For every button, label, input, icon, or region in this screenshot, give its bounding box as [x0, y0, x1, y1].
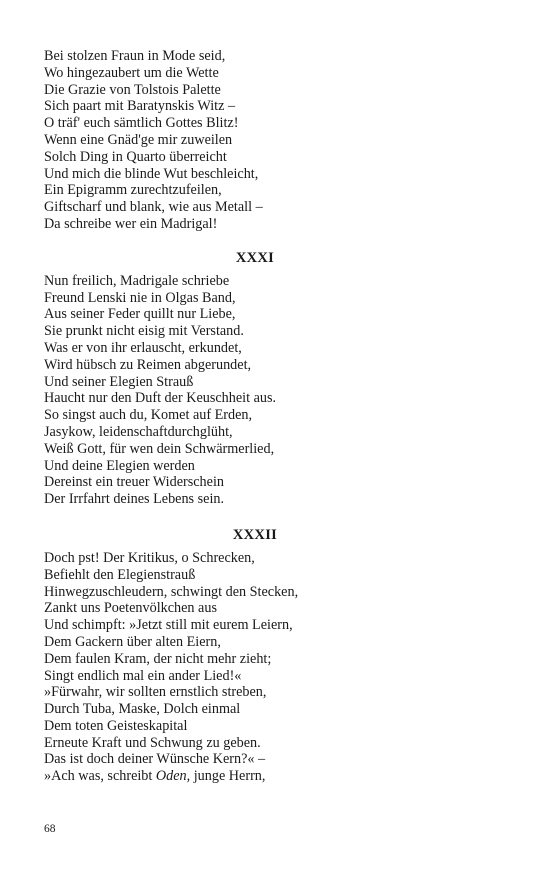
verse-line: Hinwegzuschleudern, schwingt den Stecken,: [44, 583, 299, 600]
verse-line: Dem toten Geisteskapital: [44, 717, 188, 734]
verse-line: Solch Ding in Quarto überreicht: [44, 148, 227, 165]
verse-line: Dem faulen Kram, der nicht mehr zieht;: [44, 650, 272, 667]
verse-line: Wird hübsch zu Reimen abgerundet,: [44, 356, 252, 373]
verse-line: Die Grazie von Tolstois Palette: [44, 81, 221, 98]
verse-text: junge Herrn,: [190, 768, 266, 785]
stanza-heading-xxxi: XXXI: [235, 249, 275, 266]
verse-line: Wo hingezaubert um die Wette: [44, 64, 219, 81]
verse-line: Und schimpft: »Jetzt still mit eurem Leiern,: [44, 617, 293, 634]
verse-line: Haucht nur den Duft der Keuschheit aus.: [44, 390, 277, 407]
verse-text-italic: Oden,: [155, 768, 191, 785]
verse-line: Dem Gackern über alten Eiern,: [44, 633, 221, 650]
stanza-xxxi: [44, 273, 474, 508]
verse-text: »Ach was, schreibt: [44, 768, 156, 785]
verse-line: Und mich die blinde Wut beschleicht,: [44, 165, 259, 182]
verse-line: Aus seiner Feder quillt nur Liebe,: [44, 306, 236, 323]
verse-line: Erneute Kraft und Schwung zu geben.: [44, 734, 261, 751]
page-number: 68: [44, 823, 56, 835]
verse-line: Singt endlich mal ein ander Lied!«: [44, 667, 242, 684]
verse-line: Giftscharf und blank, wie aus Metall –: [44, 199, 263, 216]
verse-line: Weiß Gott, für wen dein Schwärmerlied,: [44, 440, 275, 457]
verse-line: Da schreibe wer ein Madrigal!: [44, 215, 218, 232]
verse-line: Jasykow, leidenschaftdurchglüht,: [44, 423, 233, 440]
verse-line: Ein Epigramm zurechtzufeilen,: [44, 182, 222, 199]
verse-line-last: [44, 768, 474, 785]
verse-line: Freund Lenski nie in Olgas Band,: [44, 289, 236, 306]
verse-line: Und seiner Elegien Strauß: [44, 373, 194, 390]
stanza-heading-xxxii: XXXII: [232, 526, 278, 543]
verse-line: So singst auch du, Komet auf Erden,: [44, 407, 253, 424]
verse-line: Der Irrfahrt deines Lebens sein.: [44, 491, 225, 508]
verse-line: Sich paart mit Baratynskis Witz –: [44, 98, 236, 115]
verse-line: Doch pst! Der Kritikus, o Schrecken,: [44, 549, 255, 566]
verse-line: Was er von ihr erlauscht, erkundet,: [44, 339, 242, 356]
verse-line: Sie prunkt nicht eisig mit Verstand.: [44, 323, 244, 340]
verse-line: Dereinst ein treuer Widerschein: [44, 474, 224, 491]
verse-line: O träf' euch sämtlich Gottes Blitz!: [44, 115, 239, 132]
page-content: [44, 48, 474, 785]
verse-line: Und deine Elegien werden: [44, 457, 195, 474]
verse-line: Bei stolzen Fraun in Mode seid,: [44, 48, 226, 64]
verse-line: Das ist doch deiner Wünsche Kern?« –: [44, 751, 266, 768]
stanza-xxxii: [44, 550, 474, 785]
verse-line: Zankt uns Poetenvölkchen aus: [44, 600, 217, 617]
verse-line: Durch Tuba, Maske, Dolch einmal: [44, 701, 241, 718]
verse-line: Wenn eine Gnäd'ge mir zuweilen: [44, 131, 233, 148]
verse-line: »Fürwahr, wir sollten ernstlich streben,: [44, 684, 267, 701]
verse-line: Nun freilich, Madrigale schriebe: [44, 272, 230, 289]
verse-line: Befiehlt den Elegienstrauß: [44, 566, 196, 583]
stanza-continued: [44, 48, 474, 233]
